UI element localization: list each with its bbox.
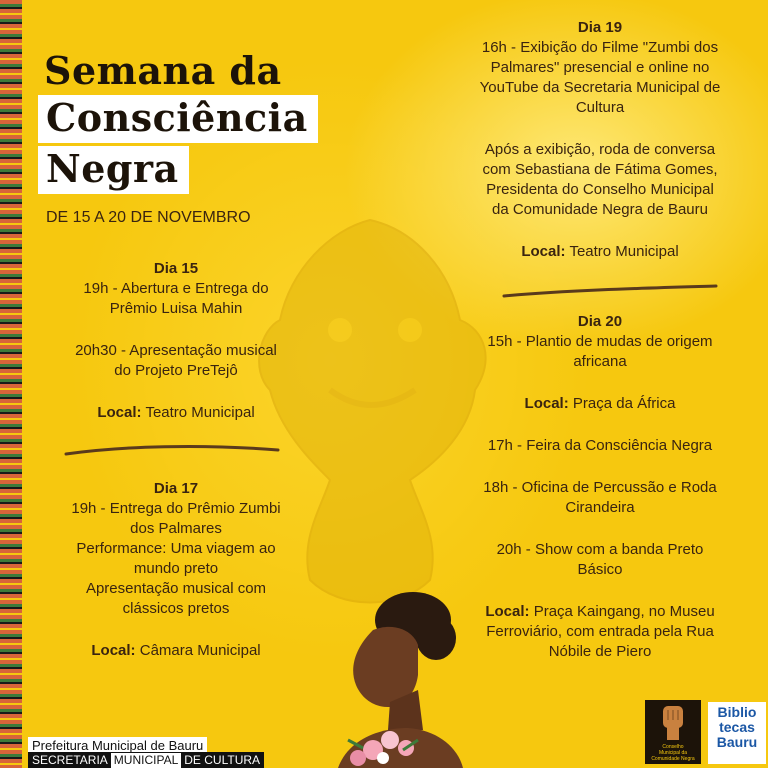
secretaria-part: MUNICIPAL	[111, 753, 181, 768]
location-value: Nóbile de Piero	[548, 643, 652, 660]
event-line: 19h - Abertura e Entrega do	[83, 280, 269, 297]
day-17-block	[40, 479, 312, 661]
conselho-text: Comunidade Negra	[651, 756, 695, 762]
event-line: Prêmio Luisa Mahin	[109, 300, 243, 317]
location-label: Local:	[91, 642, 136, 659]
location-label: Local:	[97, 404, 142, 421]
bib-text: tecas	[719, 719, 755, 735]
event-line: 15h - Plantio de mudas de origem	[487, 333, 713, 350]
title-line-2: Consciência	[38, 95, 318, 143]
location-value: Praça da África	[572, 395, 676, 412]
prefeitura-label: Prefeitura Municipal de Bauru	[28, 737, 207, 754]
location-value: Teatro Municipal	[145, 404, 255, 421]
day-heading: Dia 17	[153, 480, 199, 497]
day-20-block	[440, 312, 760, 662]
location	[440, 394, 760, 414]
secretaria-label	[28, 752, 264, 768]
event-line: YouTube da Secretaria Municipal de	[479, 79, 721, 96]
event-line: 20h30 - Apresentação musical	[75, 342, 277, 359]
event-line: africana	[573, 353, 627, 370]
event-line: Básico	[577, 561, 623, 578]
title-line-1: Semana da	[44, 48, 282, 93]
location-value: Teatro Municipal	[569, 243, 679, 260]
divider-stroke	[500, 282, 720, 302]
event-line: Apresentação musical com	[85, 580, 267, 597]
event-dates: DE 15 A 20 DE NOVEMBRO	[46, 209, 251, 226]
day-heading: Dia 19	[577, 19, 623, 36]
event-line: dos Palmares	[130, 520, 222, 537]
conselho-text: Municipal da	[658, 750, 688, 756]
day-15-block	[40, 259, 312, 423]
location-value: Praça Kaingang, no Museu	[533, 603, 715, 620]
location-value: Ferroviário, com entrada pela Rua	[486, 623, 714, 640]
event-line: Palmares" presencial e online no	[490, 59, 710, 76]
location	[40, 403, 312, 423]
bib-text: Bauru	[716, 734, 758, 750]
location-label: Local:	[524, 395, 569, 412]
event-line: 19h - Entrega do Prêmio Zumbi	[71, 500, 281, 517]
event-line: com Sebastiana de Fátima Gomes,	[482, 161, 718, 178]
day-19-block	[440, 18, 760, 262]
day-heading: Dia 15	[153, 260, 199, 277]
conselho-logo	[645, 700, 701, 764]
divider-stroke	[62, 438, 282, 462]
event-line: Cirandeira	[565, 499, 635, 516]
event-line: 20h - Show com a banda Preto	[496, 541, 704, 558]
event-line: mundo preto	[133, 560, 219, 577]
location-label: Local:	[485, 603, 530, 620]
event-line: 18h - Oficina de Percussão e Roda	[483, 479, 717, 496]
conselho-text: Conselho	[662, 744, 684, 750]
title-line-3: Negra	[38, 146, 189, 194]
bibliotecas-logo	[708, 702, 766, 764]
event-line: da Comunidade Negra de Bauru	[492, 201, 708, 218]
event-line: Performance: Uma viagem ao	[76, 540, 276, 557]
event-line: Cultura	[575, 99, 625, 116]
event-line: Após a exibição, roda de conversa	[484, 141, 716, 158]
bib-text: Biblio	[717, 704, 757, 720]
portrait-illustration	[318, 590, 468, 768]
fist-icon	[645, 700, 701, 742]
event-line: 17h - Feira da Consciência Negra	[487, 437, 713, 454]
secretaria-part: SECRETARIA	[29, 753, 111, 768]
event-line: Presidenta do Conselho Municipal	[486, 181, 714, 198]
location	[40, 641, 312, 661]
kente-stripe-border	[0, 0, 22, 768]
location	[440, 602, 760, 622]
event-line: do Projeto PreTejô	[114, 362, 238, 379]
location-value: Câmara Municipal	[139, 642, 261, 659]
secretaria-part: DE CULTURA	[181, 753, 263, 768]
event-line: 16h - Exibição do Filme "Zumbi dos	[481, 39, 719, 56]
day-heading: Dia 20	[577, 313, 623, 330]
event-line: clássicos pretos	[122, 600, 230, 617]
location-label: Local:	[521, 243, 566, 260]
location	[440, 242, 760, 262]
